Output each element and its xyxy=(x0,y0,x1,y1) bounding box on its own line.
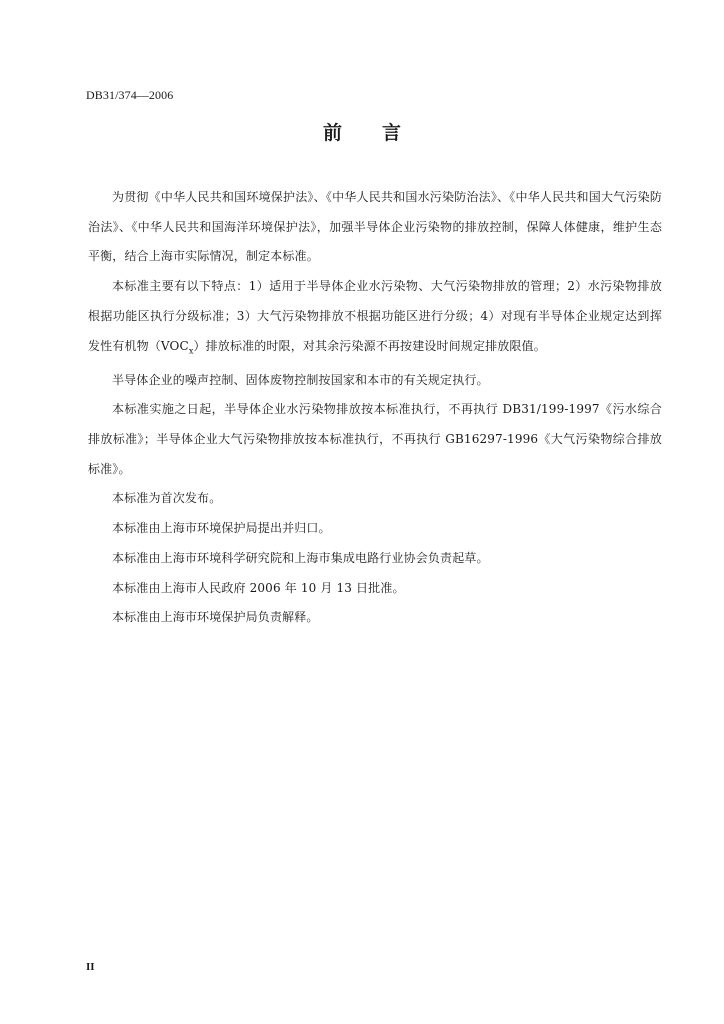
paragraph-proposer: 本标准由上海市环境保护局提出并归口。 xyxy=(112,521,331,536)
paragraph-features xyxy=(88,272,662,366)
title-char-2: 言 xyxy=(382,122,402,144)
page-title xyxy=(0,118,724,145)
page-number: II xyxy=(86,961,95,973)
features-text-end: ）排放标准的时限，对其余污染源不再按建设时间规定排放限值。 xyxy=(193,338,546,353)
features-text: 本标准主要有以下特点：1）适用于半导体企业水污染物、大气污染物排放的管理；2）水污染物排放根据功能区执行分级标准；3）大气污染物排放不根据功能区进行分级；4）对现有半导体企业规定达到挥发性有机物（VOC xyxy=(88,279,662,353)
foreword-body xyxy=(88,183,662,633)
paragraph-noise-waste: 半导体企业的噪声控制、固体废物控制按国家和本市的有关规定执行。 xyxy=(112,372,489,387)
paragraph-implementation: 本标准实施之日起，半导体企业水污染物排放按本标准执行，不再执行 DB31/199-1997《污水综合排放标准》；半导体企业大气污染物排放按本标准执行，不再执行 GB16297-1996《大气污染物综合排放标准》。 xyxy=(88,402,662,476)
title-char-1: 前 xyxy=(322,122,342,144)
paragraph-first-release: 本标准为首次发布。 xyxy=(112,491,222,506)
paragraph-drafter: 本标准由上海市环境科学研究院和上海市集成电路行业协会负责起草。 xyxy=(112,550,489,565)
paragraph-interpretation: 本标准由上海市环境保护局负责解释。 xyxy=(112,610,319,625)
paragraph-legal-basis: 为贯彻《中华人民共和国环境保护法》、《中华人民共和国水污染防治法》、《中华人民共和国大气污染防治法》、《中华人民共和国海洋环境保护法》，加强半导体企业污染物的排放控制，保障人体健康，维护生态平衡，结合上海市实际情况，制定本标准。 xyxy=(88,190,662,264)
voc-subscript: x xyxy=(188,345,194,355)
document-code: DB31/374—2006 xyxy=(86,88,174,102)
paragraph-approval: 本标准由上海市人民政府 2006 年 10 月 13 日批准。 xyxy=(112,580,405,595)
